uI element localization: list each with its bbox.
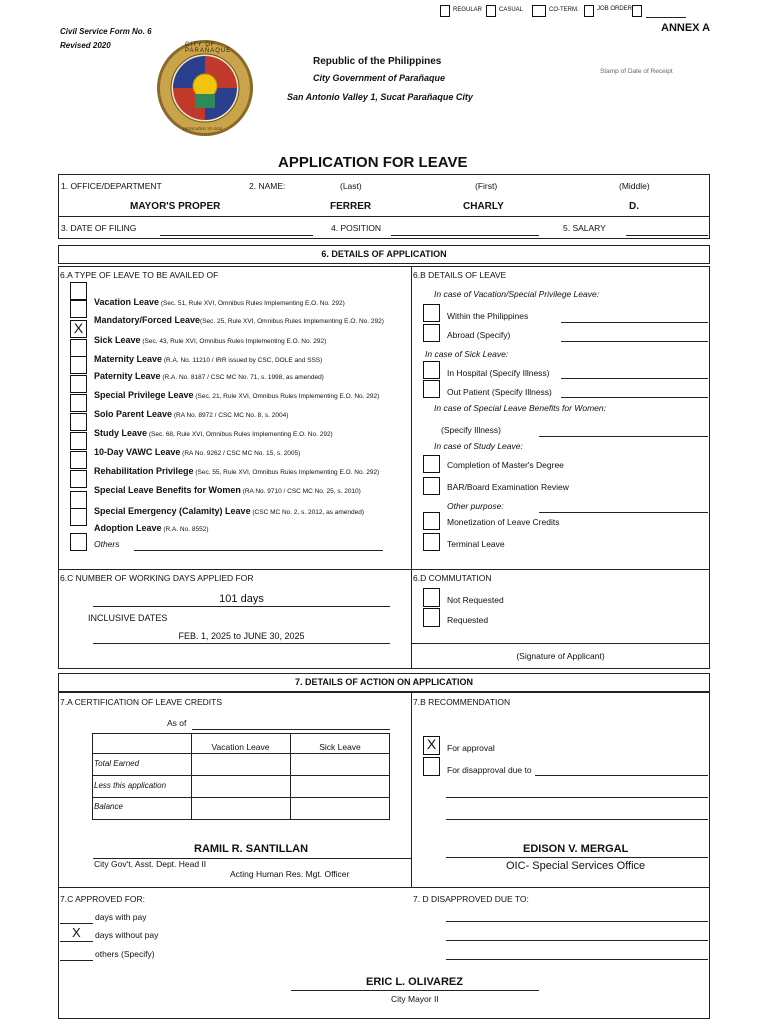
certification-label: 7.A CERTIFICATION OF LEAVE CREDITS	[60, 697, 223, 707]
leave-type-item[interactable]	[94, 292, 345, 310]
city-seal	[155, 38, 255, 138]
form-revision: Revised 2020	[60, 41, 111, 50]
leave-type-item[interactable]	[94, 423, 333, 441]
signatory-hr-name: RAMIL R. SANTILLAN	[194, 843, 309, 855]
inclusive-dates-label: INCLUSIVE DATES	[88, 613, 168, 623]
recommendation-label: 7.B RECOMMENDATION	[413, 697, 511, 707]
checkbox-leave-type[interactable]	[70, 413, 87, 431]
leave-type-item[interactable]	[94, 404, 288, 422]
last-name-label: (Last)	[340, 181, 362, 191]
checkbox-not-requested[interactable]	[423, 588, 440, 607]
leave-type-reference: (Sec. 43, Rule XVI, Omnibus Rules Implementing E.O. No. 292)	[140, 338, 327, 345]
checkbox[interactable]	[486, 5, 496, 17]
table-row-label: Less this application	[94, 781, 167, 790]
inclusive-dates-value[interactable]: FEB. 1, 2025 to JUNE 30, 2025	[178, 631, 305, 641]
city-government: City Government of Parañaque	[313, 73, 446, 83]
leave-type-reference: (R.A. No. 11210 / IRR issued by CSC, DOLE and SSS)	[162, 357, 323, 364]
signatory-ssa-title: OIC- Special Services Office	[506, 860, 646, 872]
other-purpose-label: Other purpose:	[447, 501, 504, 511]
checkbox-within-ph[interactable]	[423, 304, 440, 322]
leave-type-item[interactable]	[94, 385, 379, 403]
as-of-field[interactable]	[192, 729, 390, 730]
section7-heading: 7. DETAILS OF ACTION ON APPLICATION	[294, 677, 473, 687]
study-caption: In case of Study Leave:	[434, 441, 523, 451]
column-header-sick: Sick Leave	[319, 742, 361, 752]
office-label: 1. OFFICE/DEPARTMENT	[61, 181, 162, 191]
table-row-label: Total Earned	[94, 759, 140, 768]
checkbox-in-hospital[interactable]	[423, 361, 440, 379]
leave-type-item[interactable]	[94, 349, 322, 367]
checkbox-leave-type[interactable]	[70, 470, 87, 488]
column-header-vacation: Vacation Leave	[211, 742, 270, 752]
checkbox-leave-type[interactable]	[70, 491, 87, 509]
checkbox[interactable]	[584, 5, 594, 17]
leave-type-name: Study Leave	[94, 428, 148, 438]
with-pay-label: days with pay	[95, 912, 147, 922]
leave-type-item[interactable]	[94, 501, 364, 519]
checkbox-leave-type[interactable]	[70, 375, 87, 393]
requested-label: Requested	[447, 615, 489, 625]
without-pay-mark[interactable]: X	[72, 925, 81, 940]
leave-type-name: 10-Day VAWC Leave	[94, 447, 181, 457]
approved-for-label: 7.C APPROVED FOR:	[60, 894, 146, 904]
signature-applicant-label: (Signature of Applicant)	[516, 651, 605, 661]
leave-type-reference: (RA No. 9710 / CSC MC No. 25, s. 2010)	[240, 488, 361, 495]
checkbox-leave-type[interactable]	[70, 339, 87, 357]
monetization-label: Monetization of Leave Credits	[447, 517, 560, 527]
leave-type-name: Rehabilitation Privilege	[94, 466, 194, 476]
salary-field[interactable]	[626, 235, 708, 236]
status-label: JOB ORDER	[597, 6, 633, 12]
leave-type-name: Special Privilege Leave	[94, 390, 194, 400]
name-label: 2. NAME:	[249, 181, 286, 191]
leave-type-item[interactable]	[94, 518, 208, 536]
leave-type-name: Solo Parent Leave	[94, 409, 173, 419]
leave-type-item[interactable]	[94, 480, 361, 498]
bar-label: BAR/Board Examination Review	[447, 482, 569, 492]
in-hospital-label: In Hospital (Specify Illness)	[447, 368, 550, 378]
checkbox-leave-type[interactable]	[70, 508, 87, 526]
signatory-hr-title2: Acting Human Res. Mgt. Officer	[230, 869, 350, 879]
leave-type-item[interactable]	[94, 442, 300, 460]
without-pay-label: days without pay	[95, 930, 159, 940]
checkbox-masters[interactable]	[423, 455, 440, 473]
leave-type-reference: (Sec. 51, Rule XVI, Omnibus Rules Implementing E.O. No. 292)	[159, 300, 345, 307]
women-caption: In case of Special Leave Benefits for Women:	[434, 403, 606, 413]
checkbox[interactable]	[632, 5, 642, 17]
stamp-label: Stamp of Date of Receipt	[600, 68, 673, 75]
out-patient-label: Out Patient (Specify Illness)	[447, 387, 552, 397]
salary-label: 5. SALARY	[563, 223, 606, 233]
checkbox-requested[interactable]	[423, 608, 440, 627]
leave-type-reference: (RA No. 9262 / CSC MC No. 15, s. 2005)	[180, 450, 301, 457]
checkbox-leave-type[interactable]	[70, 394, 87, 412]
mayor-name: ERIC L. OLIVAREZ	[366, 976, 463, 988]
checkbox-monetization[interactable]	[423, 512, 440, 530]
leave-type-reference: (Sec. 68, Rule XVI, Omnibus Rules Implementing E.O. No. 292)	[147, 431, 333, 438]
status-label: CO-TERM.	[549, 7, 579, 13]
with-pay-field[interactable]	[60, 923, 93, 924]
sick-caption: In case of Sick Leave:	[425, 349, 509, 359]
vacation-caption: In case of Vacation/Special Privilege Leave:	[434, 289, 600, 299]
working-days-value[interactable]: 101 days	[219, 593, 264, 605]
checkbox-leave-type[interactable]	[70, 451, 87, 469]
not-requested-label: Not Requested	[447, 595, 504, 605]
leave-type-reference: (Sec. 21, Rule XVI, Omnibus Rules Implementing E.O. No. 292)	[193, 393, 380, 400]
checkbox-terminal[interactable]	[423, 533, 440, 551]
specify-illness-label: (Specify Illness)	[441, 425, 501, 435]
leave-type-name: Paternity Leave	[94, 371, 161, 381]
checkbox[interactable]	[532, 5, 546, 17]
leave-type-reference: (R.A. No. 8552)	[161, 526, 209, 533]
first-name-value[interactable]: CHARLY	[463, 201, 504, 212]
details-of-leave-label: 6.B DETAILS OF LEAVE	[413, 270, 507, 280]
checkbox-leave-type[interactable]	[70, 282, 87, 300]
checkbox-leave-type[interactable]	[70, 432, 87, 450]
leave-type-item[interactable]	[94, 461, 379, 479]
checkbox-for-disapproval[interactable]	[423, 757, 440, 776]
checkbox[interactable]	[440, 5, 450, 17]
checkbox-bar[interactable]	[423, 477, 440, 495]
leave-type-reference: (CSC MC No. 2, s. 2012, as amended)	[250, 509, 365, 516]
leave-type-reference: (R.A. No. 8187 / CSC MC No. 71, s. 1998, as amended)	[160, 374, 324, 381]
first-name-label: (First)	[475, 181, 498, 191]
checkbox-leave-type[interactable]: X	[70, 320, 87, 338]
leave-type-name: Maternity Leave	[94, 354, 163, 364]
as-of-label: As of	[167, 718, 187, 728]
leave-type-name: Mandatory/Forced Leave	[94, 315, 201, 325]
leave-type-name: Adoption Leave	[94, 523, 162, 533]
for-disapproval-label: For disapproval due to	[447, 765, 532, 775]
checkbox-leave-type[interactable]	[70, 300, 87, 318]
status-label: REGULAR	[453, 7, 483, 13]
middle-name-label: (Middle)	[619, 181, 650, 191]
leave-type-reference: (Sec. 25, Rule XVI, Omnibus Rules Implementing E.O. No. 292)	[200, 318, 384, 325]
leave-type-item[interactable]	[94, 366, 324, 384]
middle-name-value[interactable]: D.	[629, 201, 639, 212]
city-address: San Antonio Valley 1, Sucat Parañaque City	[287, 92, 473, 102]
leave-type-name: Special Emergency (Calamity) Leave	[94, 506, 251, 516]
others-specify-label: others (Specify)	[95, 949, 155, 959]
checkbox-out-patient[interactable]	[423, 380, 440, 398]
working-days-label: 6.C NUMBER OF WORKING DAYS APPLIED FOR	[60, 573, 254, 583]
others-label: Others	[94, 539, 120, 549]
date-filing-field[interactable]	[160, 235, 313, 236]
seal-text-bottom: DEDICATED TO GOD	[183, 126, 223, 131]
others-specify-field[interactable]	[60, 960, 93, 961]
without-pay-field[interactable]	[60, 941, 93, 942]
signatory-ssa-name: EDISON V. MERGAL	[523, 843, 629, 855]
checkbox-abroad[interactable]	[423, 324, 440, 342]
for-approval-label: For approval	[447, 743, 495, 753]
republic-label: Republic of the Philippines	[313, 56, 442, 67]
leave-type-item[interactable]	[94, 330, 326, 348]
signatory-hr-title1: City Gov't. Asst. Dept. Head II	[94, 859, 207, 869]
date-filing-label: 3. DATE OF FILING	[61, 223, 137, 233]
checkbox-leave-type[interactable]	[70, 356, 87, 374]
seal-text-top: CITY OF PARAÑAQUE	[185, 42, 232, 54]
abroad-label: Abroad (Specify)	[447, 330, 511, 340]
leave-type-name: Vacation Leave	[94, 297, 160, 307]
terminal-label: Terminal Leave	[447, 539, 505, 549]
leave-type-name: Sick Leave	[94, 335, 141, 345]
form-number: Civil Service Form No. 6	[60, 27, 152, 36]
table-row-label: Balance	[94, 802, 123, 811]
checkbox-others[interactable]	[70, 533, 87, 551]
leave-type-reference: (Sec. 55, Rule XVI, Omnibus Rules Implementing E.O. No. 292)	[193, 469, 380, 476]
checkbox-for-approval[interactable]: X	[423, 736, 440, 755]
leave-type-reference: (RA No. 8972 / CSC MC No. 8, s. 2004)	[172, 412, 289, 419]
leave-type-item[interactable]	[94, 310, 384, 328]
others-field[interactable]	[134, 550, 383, 551]
masters-label: Completion of Master's Degree	[447, 460, 564, 470]
within-ph-label: Within the Philippines	[447, 311, 529, 321]
position-field[interactable]	[391, 235, 539, 236]
position-label: 4. POSITION	[331, 223, 382, 233]
type-of-leave-label: 6.A TYPE OF LEAVE TO BE AVAILED OF	[60, 270, 219, 280]
office-value[interactable]: MAYOR'S PROPER	[130, 201, 221, 212]
mayor-title: City Mayor II	[391, 994, 439, 1004]
annex-label: ANNEX A	[661, 22, 711, 34]
status-label: CASUAL	[499, 7, 524, 13]
last-name-value[interactable]: FERRER	[330, 201, 372, 212]
commutation-label: 6.D COMMUTATION	[413, 573, 492, 583]
section6-heading: 6. DETAILS OF APPLICATION	[321, 249, 447, 259]
leave-type-name: Special Leave Benefits for Women	[94, 485, 241, 495]
page-title: APPLICATION FOR LEAVE	[278, 154, 468, 171]
disapproved-label: 7. D DISAPPROVED DUE TO:	[413, 894, 529, 904]
